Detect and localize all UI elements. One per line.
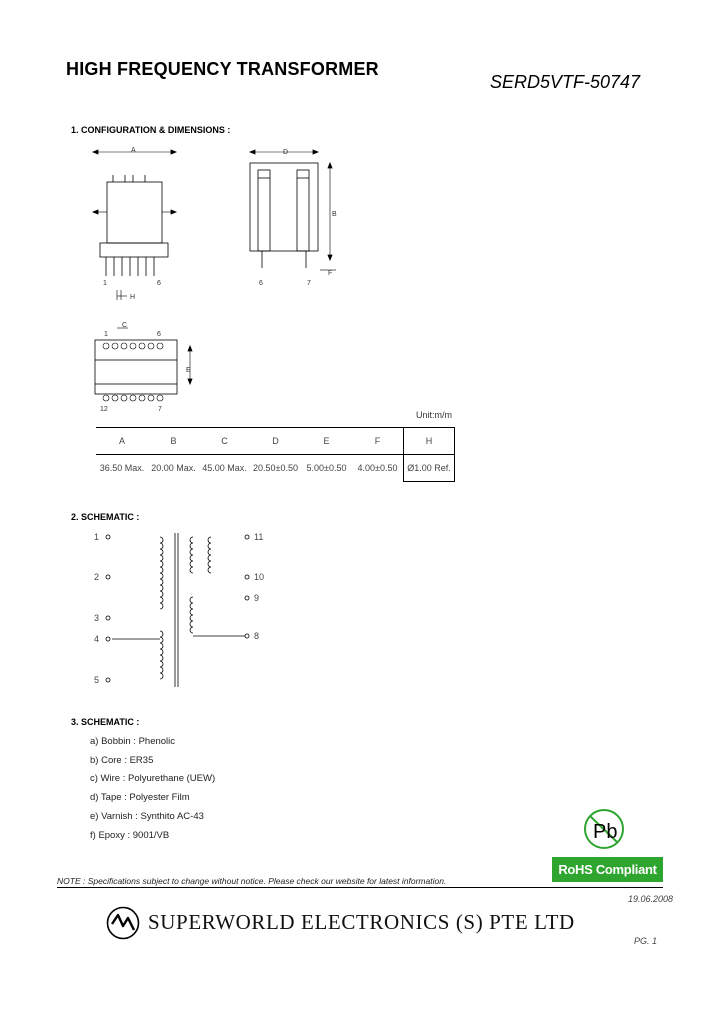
- table-header-c: C: [199, 428, 250, 455]
- footer-note: NOTE : Specifications subject to change without notice. Please check our website for latest information.: [57, 876, 447, 886]
- table-cell-e: 5.00±0.50: [306, 463, 347, 474]
- part-number: SERD5VTF-50747: [490, 72, 641, 92]
- material-varnish: e) Varnish : Synthito AC-43: [90, 811, 204, 822]
- schematic-diagram: [0, 525, 720, 695]
- side-pin-6-label: 6: [259, 280, 263, 287]
- dim-label-d: D: [283, 149, 289, 156]
- table-cell-h: Ø1.00 Ref.: [404, 455, 455, 482]
- schematic-pin-3: 3: [94, 613, 100, 623]
- dim-label-a: A: [131, 147, 136, 154]
- top-pin-1-label: 1: [104, 331, 108, 338]
- company-logo-icon: [106, 906, 140, 940]
- schematic-pin-10: 10: [254, 572, 265, 582]
- schematic-pin-1: 1: [94, 532, 100, 542]
- dim-label-h: H: [130, 294, 136, 301]
- front-pin-1-label: 1: [103, 280, 107, 287]
- company-name: SUPERWORLD ELECTRONICS (S) PTE LTD: [148, 910, 575, 934]
- dimension-drawing: [0, 0, 720, 420]
- rohs-compliant-badge: RoHS Compliant: [552, 857, 663, 882]
- section-materials-heading: 3. SCHEMATIC :: [71, 717, 140, 727]
- document-title: HIGH FREQUENCY TRANSFORMER: [66, 59, 379, 79]
- schematic-pin-9: 9: [254, 593, 260, 603]
- top-pin-7-label: 7: [158, 406, 162, 413]
- dim-label-b: B: [332, 211, 337, 218]
- table-cell-f: 4.00±0.50: [357, 463, 398, 474]
- table-cell-b: 20.00 Max.: [151, 463, 196, 474]
- table-header-e: E: [301, 428, 352, 455]
- table-header-row: [96, 428, 455, 455]
- section-configuration-heading: 1. CONFIGURATION & DIMENSIONS :: [71, 125, 231, 135]
- material-wire: c) Wire : Polyurethane (UEW): [90, 773, 216, 784]
- footer-divider: [57, 887, 663, 888]
- schematic-pin-2: 2: [94, 572, 100, 582]
- material-tape: d) Tape : Polyester Film: [90, 792, 190, 803]
- dim-label-e: E: [186, 367, 191, 374]
- page-number: PG. 1: [634, 936, 658, 946]
- table-row: [96, 455, 455, 482]
- unit-label: Unit:m/m: [416, 410, 452, 420]
- table-cell-d: 20.50±0.50: [253, 463, 298, 474]
- table-cell-c: 45.00 Max.: [202, 463, 247, 474]
- section-schematic-heading: 2. SCHEMATIC :: [71, 512, 140, 522]
- schematic-pin-11: 11: [254, 532, 264, 542]
- pb-label: Pb: [593, 821, 618, 843]
- front-pin-6-label: 6: [157, 280, 161, 287]
- top-pin-12-label: 12: [100, 406, 108, 413]
- side-pin-7-label: 7: [307, 280, 311, 287]
- table-header-a: A: [96, 428, 148, 455]
- table-header-b: B: [148, 428, 199, 455]
- table-cell-a: 36.50 Max.: [99, 463, 145, 474]
- schematic-pin-8: 8: [254, 631, 260, 641]
- dimension-table: [96, 427, 455, 482]
- table-header-f: F: [352, 428, 404, 455]
- dim-label-c: C: [122, 322, 128, 329]
- material-bobbin: a) Bobbin : Phenolic: [90, 736, 176, 747]
- material-epoxy: f) Epoxy : 9001/VB: [90, 830, 170, 841]
- schematic-pin-4: 4: [94, 634, 100, 644]
- table-header-d: D: [250, 428, 301, 455]
- top-pin-6-label: 6: [157, 331, 161, 338]
- material-core: b) Core : ER35: [90, 755, 154, 766]
- schematic-pin-5: 5: [94, 675, 100, 685]
- lead-free-icon: [582, 806, 626, 852]
- document-date: 19.06.2008: [628, 894, 674, 904]
- dim-label-f: F: [328, 270, 333, 277]
- table-header-h: H: [404, 428, 455, 455]
